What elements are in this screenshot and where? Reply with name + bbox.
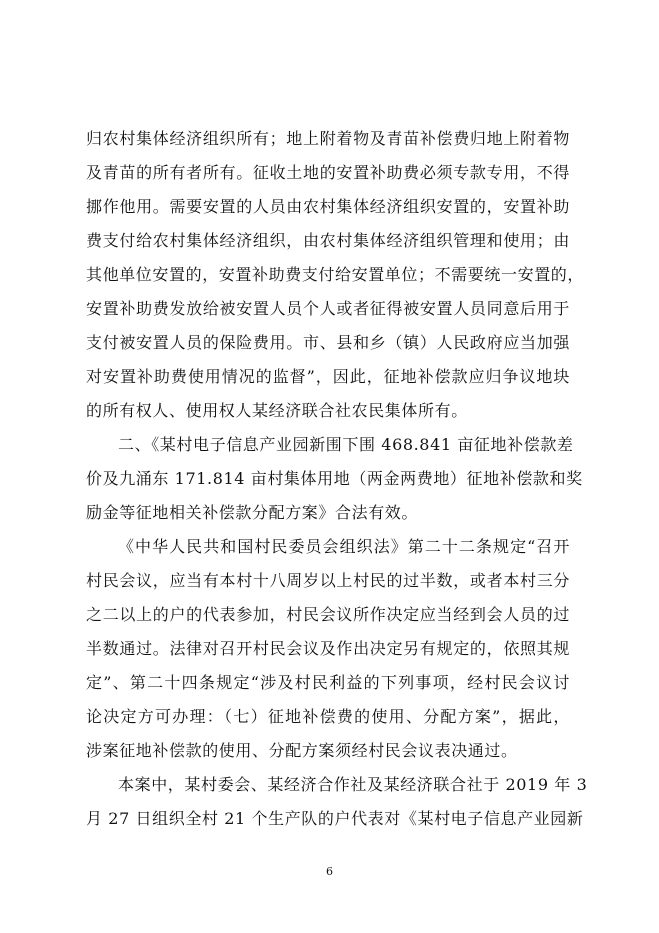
text-line: 及青苗的所有者所有。征收土地的安置补助费必须专款专用，不得 (86, 163, 570, 182)
text-line: 本案中，某村委会、某经济合作社及某经济联合社于 2019 年 3 (118, 775, 588, 794)
page-number: 6 (326, 865, 333, 878)
text-line: 定”、第二十四条规定“涉及村民利益的下列事项，经村民会议讨 (86, 673, 570, 692)
text-line: 《中华人民共和国村民委员会组织法》第二十二条规定“召开 (118, 537, 570, 556)
text-line: 月 27 日组织全村 21 个生产队的户代表对《某村电子信息产业园新 (86, 809, 584, 828)
section-heading-line: 励金等征地相关补偿款分配方案》合法有效。 (86, 503, 419, 522)
text-line: 涉案征地补偿款的使用、分配方案须经村民会议表决通过。 (86, 741, 518, 760)
text-line: 费支付给农村集体经济组织，由农村集体经济组织管理和使用；由 (86, 231, 570, 250)
text-line: 其他单位安置的，安置补助费支付给安置单位；不需要统一安置的， (86, 265, 585, 284)
text-line: 归农村集体经济组织所有；地上附着物及青苗补偿费归地上附着物 (86, 129, 570, 148)
text-line: 之二以上的户的代表参加，村民会议所作决定应当经到会人员的过 (86, 605, 570, 624)
text-line: 安置补助费发放给被安置人员个人或者征得被安置人员同意后用于 (86, 299, 570, 318)
text-line: 挪作他用。需要安置的人员由农村集体经济组织安置的，安置补助 (86, 197, 570, 216)
text-line: 对安置补助费使用情况的监督”，因此，征地补偿款应归争议地块 (86, 367, 570, 386)
text-line: 论决定方可办理：（七）征地补偿费的使用、分配方案”，据此， (86, 707, 570, 726)
section-heading-line: 二、《某村电子信息产业园新围下围 468.841 亩征地补偿款差 (118, 435, 574, 454)
text-line: 半数通过。法律对召开村民会议及作出决定另有规定的，依照其规 (86, 639, 570, 658)
text-line: 的所有权人、使用权人某经济联合社农民集体所有。 (86, 401, 468, 420)
section-heading-line: 价及九涌东 171.814 亩村集体用地（两金两费地）征地补偿款和奖 (86, 469, 583, 488)
text-line: 支付被安置人员的保险费用。市、县和乡（镇）人民政府应当加强 (86, 333, 570, 352)
text-line: 村民会议，应当有本村十八周岁以上村民的过半数，或者本村三分 (86, 571, 570, 590)
